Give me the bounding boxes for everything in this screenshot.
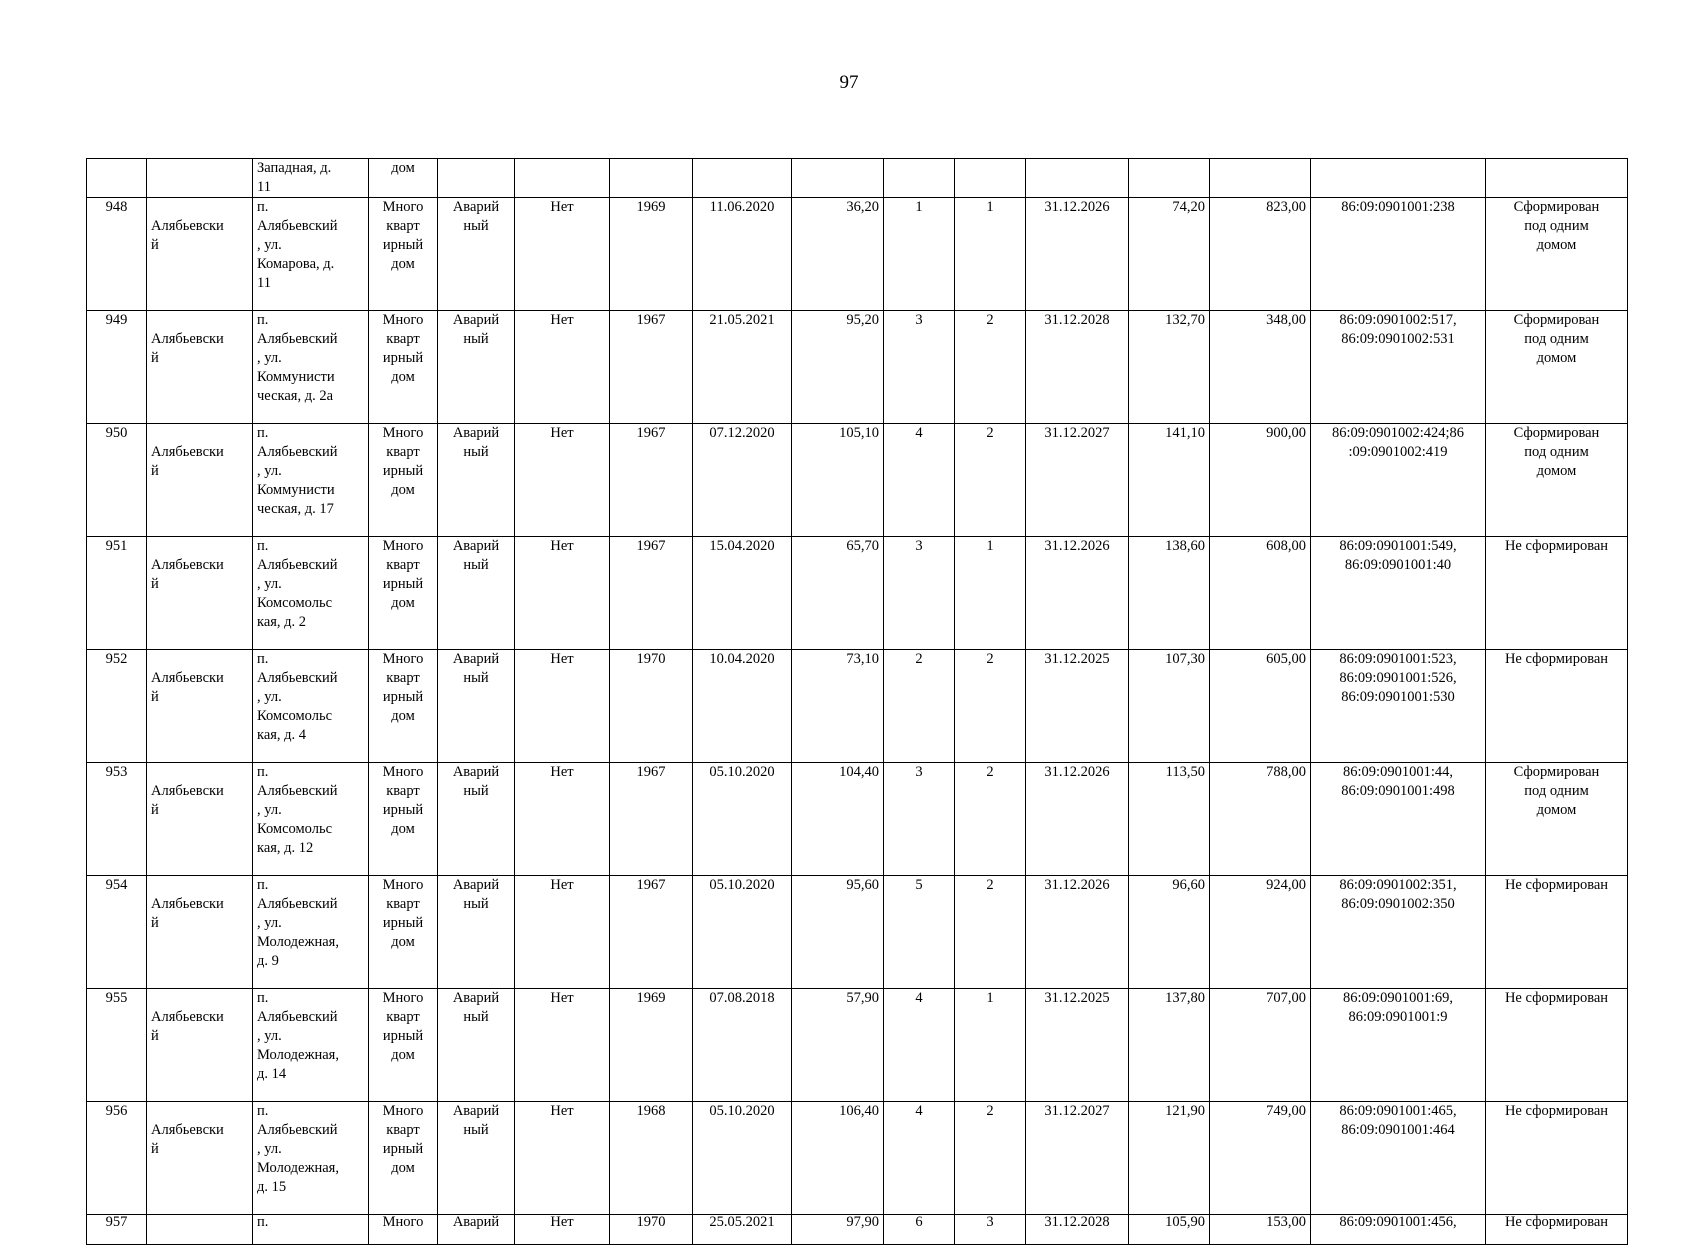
cell-num: 948 [87,198,147,311]
cell-land-status: Не сформирован [1486,876,1628,989]
cell-v2: 1 [955,198,1026,311]
cell-num: 952 [87,650,147,763]
cell-status: Аварий ный [438,198,515,311]
cell-date: 10.04.2020 [693,650,792,763]
cell-deadline: 31.12.2025 [1026,989,1129,1102]
cell-area: 73,10 [792,650,884,763]
cell-land-status: Сформирован под одним домом [1486,763,1628,876]
cell-v1: 2 [884,650,955,763]
table-row [87,311,1628,424]
cell-land-status: Не сформирован [1486,1102,1628,1215]
cell-date: 05.10.2020 [693,763,792,876]
cell-municipality: Алябьевски й [147,763,253,876]
cell-v2: 2 [955,650,1026,763]
cell-cadastral: 86:09:0901001:44, 86:09:0901001:498 [1311,763,1486,876]
cell-v3: 138,60 [1129,537,1210,650]
cell-num: 949 [87,311,147,424]
cell-v4: 900,00 [1210,424,1311,537]
cell-address: п. Алябьевский , ул. Комсомольс кая, д. 4 [253,650,369,763]
cell-status: Аварий ный [438,989,515,1102]
cell-v1: 4 [884,1102,955,1215]
cell-date: 07.08.2018 [693,989,792,1102]
cell-status: Аварий [438,1215,515,1245]
cell-v2: 2 [955,763,1026,876]
cell-cadastral [1311,159,1486,198]
table-row-continued [87,159,1628,198]
cell-v1: 4 [884,424,955,537]
cell-land-status: Сформирован под одним домом [1486,311,1628,424]
cell-cadastral: 86:09:0901001:238 [1311,198,1486,311]
cell-flag: Нет [515,876,610,989]
table-row [87,198,1628,311]
cell-year: 1969 [610,198,693,311]
cell-v4: 707,00 [1210,989,1311,1102]
cell-status: Аварий ный [438,1102,515,1215]
cell-v1 [884,159,955,198]
cell-cadastral: 86:09:0901001:465, 86:09:0901001:464 [1311,1102,1486,1215]
cell-municipality [147,159,253,198]
cell-deadline: 31.12.2026 [1026,876,1129,989]
cell-flag: Нет [515,424,610,537]
cell-municipality: Алябьевски й [147,989,253,1102]
cell-area: 65,70 [792,537,884,650]
cell-flag: Нет [515,311,610,424]
cell-flag [515,159,610,198]
cell-date: 07.12.2020 [693,424,792,537]
cell-address: п. Алябьевский , ул. Комсомольс кая, д. 2 [253,537,369,650]
cell-v2: 2 [955,876,1026,989]
cell-year: 1967 [610,537,693,650]
cell-address: п. Алябьевский , ул. Комарова, д. 11 [253,198,369,311]
cell-year: 1970 [610,650,693,763]
cell-v3 [1129,159,1210,198]
cell-address: Западная, д. 11 [253,159,369,198]
cell-deadline: 31.12.2028 [1026,311,1129,424]
cell-municipality: Алябьевски й [147,1102,253,1215]
cell-municipality [147,1215,253,1245]
cell-num: 955 [87,989,147,1102]
cell-deadline: 31.12.2026 [1026,198,1129,311]
cell-area: 97,90 [792,1215,884,1245]
cell-num: 956 [87,1102,147,1215]
cell-municipality: Алябьевски й [147,424,253,537]
cell-v4: 348,00 [1210,311,1311,424]
cell-address: п. Алябьевский , ул. Молодежная, д. 14 [253,989,369,1102]
cell-flag: Нет [515,198,610,311]
cell-num: 957 [87,1215,147,1245]
cell-municipality: Алябьевски й [147,198,253,311]
cell-v3: 107,30 [1129,650,1210,763]
cell-municipality: Алябьевски й [147,650,253,763]
table-row [87,424,1628,537]
cell-deadline: 31.12.2027 [1026,424,1129,537]
cell-v1: 1 [884,198,955,311]
cell-v4: 924,00 [1210,876,1311,989]
cell-deadline [1026,159,1129,198]
cell-v1: 4 [884,989,955,1102]
cell-house-type: Много кварт ирный дом [369,424,438,537]
cell-cadastral: 86:09:0901001:69, 86:09:0901001:9 [1311,989,1486,1102]
cell-land-status: Не сформирован [1486,650,1628,763]
cell-year: 1968 [610,1102,693,1215]
cell-v3: 113,50 [1129,763,1210,876]
cell-house-type: Много [369,1215,438,1245]
cell-date: 11.06.2020 [693,198,792,311]
table-row [87,1215,1628,1245]
cell-address: п. Алябьевский , ул. Молодежная, д. 9 [253,876,369,989]
cell-num: 950 [87,424,147,537]
cell-year: 1967 [610,876,693,989]
cell-year: 1969 [610,989,693,1102]
cell-v2: 2 [955,424,1026,537]
cell-area: 104,40 [792,763,884,876]
cell-status: Аварий ный [438,537,515,650]
cell-v3: 96,60 [1129,876,1210,989]
cell-v4 [1210,159,1311,198]
cell-v2: 2 [955,1102,1026,1215]
cell-land-status [1486,159,1628,198]
cell-v2: 1 [955,537,1026,650]
cell-municipality: Алябьевски й [147,876,253,989]
cell-address: п. Алябьевский , ул. Комсомольс кая, д. 12 [253,763,369,876]
cell-address: п. Алябьевский , ул. Молодежная, д. 15 [253,1102,369,1215]
cell-area [792,159,884,198]
cell-municipality: Алябьевски й [147,311,253,424]
cell-status: Аварий ный [438,650,515,763]
cell-flag: Нет [515,1102,610,1215]
housing-register-table [86,158,1628,1245]
cell-v4: 823,00 [1210,198,1311,311]
cell-area: 95,20 [792,311,884,424]
table-row [87,650,1628,763]
cell-flag: Нет [515,1215,610,1245]
cell-v3: 105,90 [1129,1215,1210,1245]
cell-house-type: Много кварт ирный дом [369,311,438,424]
cell-flag: Нет [515,989,610,1102]
cell-year: 1967 [610,763,693,876]
cell-v2 [955,159,1026,198]
cell-address: п. Алябьевский , ул. Коммунисти ческая, д. 2а [253,311,369,424]
cell-house-type: Много кварт ирный дом [369,650,438,763]
cell-v3: 137,80 [1129,989,1210,1102]
cell-date: 15.04.2020 [693,537,792,650]
cell-deadline: 31.12.2026 [1026,763,1129,876]
cell-municipality: Алябьевски й [147,537,253,650]
cell-cadastral: 86:09:0901002:517, 86:09:0901002:531 [1311,311,1486,424]
cell-v3: 121,90 [1129,1102,1210,1215]
cell-house-type: Много кварт ирный дом [369,876,438,989]
cell-v2: 2 [955,311,1026,424]
cell-cadastral: 86:09:0901001:456, [1311,1215,1486,1245]
cell-house-type: Много кварт ирный дом [369,198,438,311]
cell-date: 05.10.2020 [693,876,792,989]
cell-num: 954 [87,876,147,989]
cell-cadastral: 86:09:0901001:523, 86:09:0901001:526, 86:09:0901001:530 [1311,650,1486,763]
cell-status [438,159,515,198]
cell-house-type: дом [369,159,438,198]
cell-deadline: 31.12.2027 [1026,1102,1129,1215]
cell-area: 106,40 [792,1102,884,1215]
cell-cadastral: 86:09:0901001:549, 86:09:0901001:40 [1311,537,1486,650]
cell-land-status: Не сформирован [1486,537,1628,650]
page-number: 97 [839,72,859,93]
cell-v1: 3 [884,537,955,650]
cell-v4: 749,00 [1210,1102,1311,1215]
cell-v1: 5 [884,876,955,989]
cell-v1: 6 [884,1215,955,1245]
cell-num [87,159,147,198]
cell-house-type: Много кварт ирный дом [369,1102,438,1215]
cell-deadline: 31.12.2026 [1026,537,1129,650]
cell-v2: 3 [955,1215,1026,1245]
cell-v2: 1 [955,989,1026,1102]
cell-date: 05.10.2020 [693,1102,792,1215]
cell-flag: Нет [515,537,610,650]
cell-v1: 3 [884,763,955,876]
cell-flag: Нет [515,763,610,876]
cell-land-status: Сформирован под одним домом [1486,424,1628,537]
cell-date: 25.05.2021 [693,1215,792,1245]
cell-num: 953 [87,763,147,876]
cell-v4: 788,00 [1210,763,1311,876]
table-row [87,989,1628,1102]
cell-status: Аварий ный [438,876,515,989]
cell-year [610,159,693,198]
cell-cadastral: 86:09:0901002:351, 86:09:0901002:350 [1311,876,1486,989]
table-row [87,1102,1628,1215]
cell-v4: 605,00 [1210,650,1311,763]
cell-address: п. [253,1215,369,1245]
cell-area: 36,20 [792,198,884,311]
cell-status: Аварий ный [438,424,515,537]
cell-v3: 132,70 [1129,311,1210,424]
cell-land-status: Не сформирован [1486,989,1628,1102]
table-row [87,537,1628,650]
cell-house-type: Много кварт ирный дом [369,763,438,876]
cell-date [693,159,792,198]
cell-v4: 153,00 [1210,1215,1311,1245]
cell-area: 95,60 [792,876,884,989]
cell-v1: 3 [884,311,955,424]
cell-address: п. Алябьевский , ул. Коммунисти ческая, д. 17 [253,424,369,537]
cell-num: 951 [87,537,147,650]
cell-deadline: 31.12.2025 [1026,650,1129,763]
cell-flag: Нет [515,650,610,763]
cell-year: 1970 [610,1215,693,1245]
cell-house-type: Много кварт ирный дом [369,989,438,1102]
cell-area: 57,90 [792,989,884,1102]
cell-land-status: Не сформирован [1486,1215,1628,1245]
cell-year: 1967 [610,311,693,424]
cell-v3: 74,20 [1129,198,1210,311]
cell-land-status: Сформирован под одним домом [1486,198,1628,311]
cell-house-type: Много кварт ирный дом [369,537,438,650]
cell-date: 21.05.2021 [693,311,792,424]
cell-area: 105,10 [792,424,884,537]
table-row [87,876,1628,989]
cell-v3: 141,10 [1129,424,1210,537]
cell-cadastral: 86:09:0901002:424;86 :09:0901002:419 [1311,424,1486,537]
cell-deadline: 31.12.2028 [1026,1215,1129,1245]
cell-status: Аварий ный [438,311,515,424]
table-row [87,763,1628,876]
cell-year: 1967 [610,424,693,537]
cell-status: Аварий ный [438,763,515,876]
cell-v4: 608,00 [1210,537,1311,650]
